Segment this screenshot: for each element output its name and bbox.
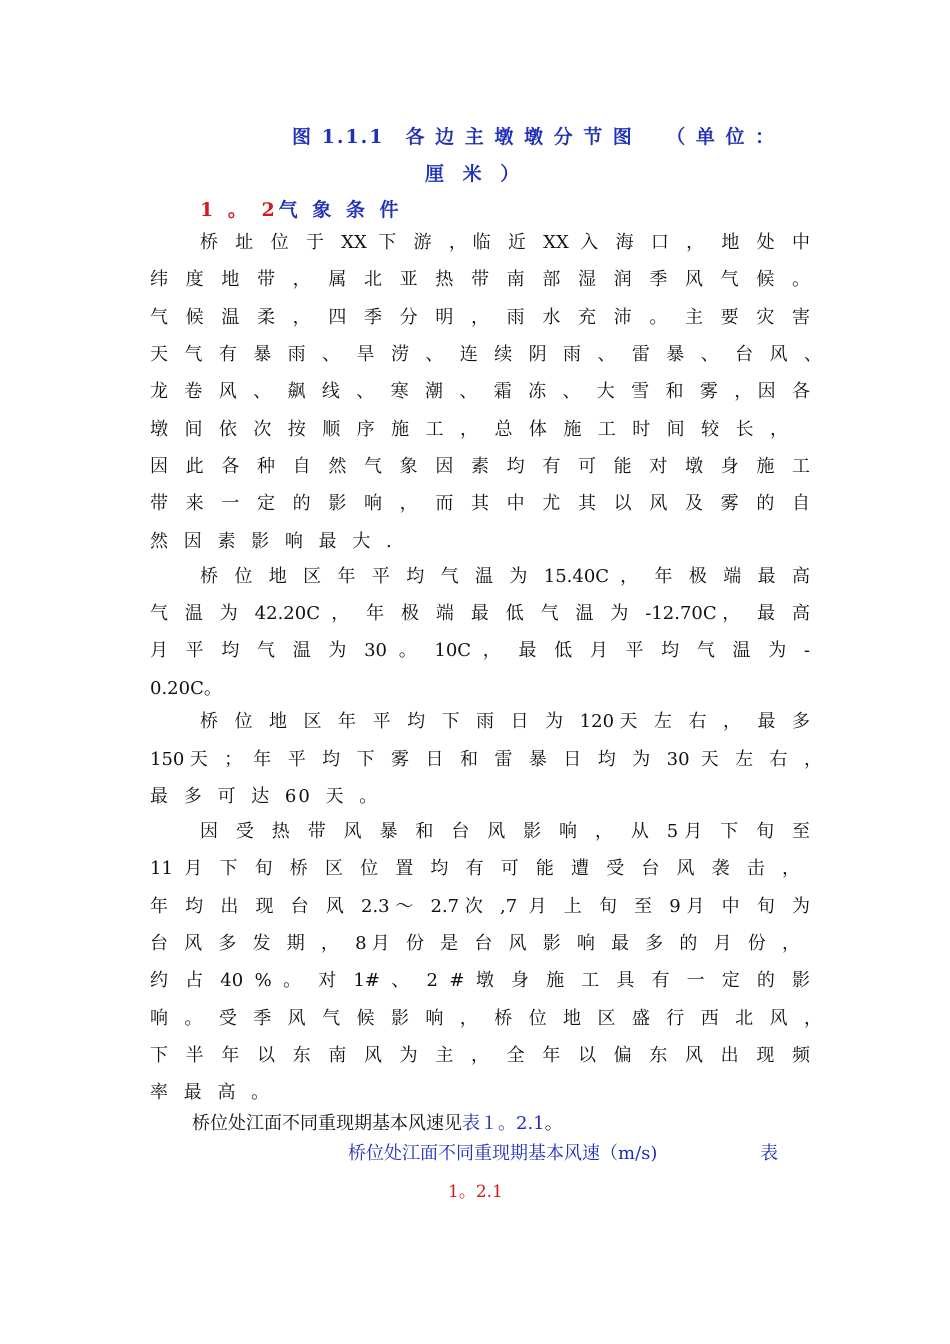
paragraph-line: 最 多 可 达 60 天 。 [150,786,380,807]
table-reference-line [192,1110,563,1138]
table-caption: 桥位处江面不同重现期基本风速（m/s) [348,1143,658,1164]
paragraph-line: 天 气 有 暴 雨 、 旱 涝 、 连 续 阴 雨 、 雷 暴 、 台 风 、 [150,344,822,365]
section-title: 气 象 条 件 [278,199,403,221]
paragraph-line: 龙 卷 风 、 飙 线 、 寒 潮 、 霜 冻 、 大 雪 和 雾 ，因 各 [150,381,810,402]
paragraph-line: 11 月 下 旬 桥 区 位 置 均 有 可 能 遭 受 台 风 袭 击 ， [150,858,800,879]
paragraph-line: 下 半 年 以 东 南 风 为 主 ， 全 年 以 偏 东 风 出 现 频 [150,1045,810,1066]
paragraph-line: 桥 位 地 区 年 平 均 气 温 为 15.40C ， 年 极 端 最 高 [200,566,810,587]
paragraph-line: 带 来 一 定 的 影 响 ， 而 其 中 尤 其 以 风 及 雾 的 自 [150,493,810,514]
reference-end: 。 [544,1113,563,1134]
paragraph-line: 年 均 出 现 台 风 2.3～ 2.7次 ,7 月 上 旬 至 9月 中 旬 为 [150,896,810,917]
paragraph-line: 0.20C。 [150,678,222,699]
paragraph-line: 台 风 多 发 期 ， 8月 份 是 台 风 影 响 最 多 的 月 份 ， [150,933,800,954]
table-title [348,1140,778,1168]
table-reference-link[interactable]: 表１。2.1 [462,1113,545,1134]
paragraph-line: 率 最 高 。 [150,1082,272,1103]
paragraph-line: 墩 间 依 次 按 顺 序 施 工 ， 总 体 施 工 时 间 较 长 ， [150,419,788,440]
paragraph-line: 因 受 热 带 风 暴 和 台 风 影 响 ， 从 5月 下 旬 至 [200,821,810,842]
paragraph-line: 气 温 为 42.20C ， 年 极 端 最 低 气 温 为 -12.70C， 最 高 [150,603,810,624]
paragraph-line: 然 因 素 影 响 最 大 . [150,531,394,552]
figure-caption-line-1: 图 1.1.1 各 边 主 墩 墩 分 节 图 （ 单 位 ： [292,126,777,148]
paragraph-line: 桥 址 位 于 XX 下 游 ，临 近 XX 入 海 口 ， 地 处 中 [200,232,810,253]
paragraph-line: 响 。 受 季 风 气 候 影 响 ， 桥 位 地 区 盛 行 西 北 风 ， [150,1008,822,1029]
paragraph-line: 纬 度 地 带 ， 属 北 亚 热 带 南 部 湿 润 季 风 气 候 。 [150,269,810,290]
reference-text: 桥位处江面不同重现期基本风速见 [192,1113,462,1134]
paragraph-line: 气 候 温 柔 ， 四 季 分 明 ， 雨 水 充 沛 。 主 要 灾 害 [150,307,810,328]
figure-caption-line-2: 厘 米 ） [425,163,526,185]
section-number: 1 。 2 [200,199,279,221]
paragraph-line: 因 此 各 种 自 然 气 象 因 素 均 有 可 能 对 墩 身 施 工 [150,456,810,477]
paragraph-line: 月 平 均 气 温 为 30 。 10C ， 最 低 月 平 均 气 温 为 - [150,640,810,661]
section-heading [200,196,403,224]
table-label: 表 [760,1143,778,1164]
paragraph-line: 桥 位 地 区 年 平 均 下 雨 日 为 120天 左 右 ， 最 多 [200,711,810,732]
paragraph-line: 约 占 40 % 。 对 1# 、 2 # 墩 身 施 工 具 有 一 定 的 影 [150,970,810,991]
paragraph-line: 150天 ； 年 平 均 下 雾 日 和 雷 暴 日 均 为 30 天 左 右 ， [150,749,822,770]
table-number: 1。2.1 [448,1182,503,1202]
